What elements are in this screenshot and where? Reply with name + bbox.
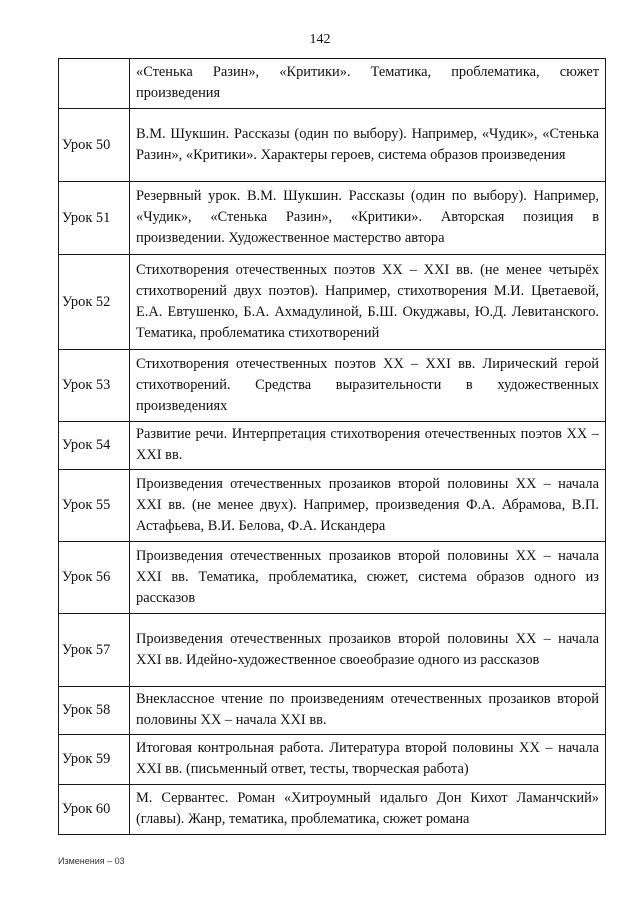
lesson-number: Урок 50 xyxy=(59,109,130,182)
table-row xyxy=(59,422,606,470)
table-row xyxy=(59,687,606,735)
lesson-number: Урок 58 xyxy=(59,687,130,735)
lesson-description: Итоговая контрольная работа. Литература второй половины XX – начала XXI вв. (письменный ответ, тесты, творческая работа) xyxy=(130,735,606,785)
table-row xyxy=(59,59,606,109)
lesson-description: Стихотворения отечественных поэтов XX – XXI вв. Лирический герой стихотворений. Средства выразительности в художественных произведениях xyxy=(130,350,606,422)
lesson-description: Произведения отечественных прозаиков второй половины XX – начала XXI вв. Тематика, проблематика, сюжет, система образов одного из рассказов xyxy=(130,542,606,614)
lesson-description: В.М. Шукшин. Рассказы (один по выбору). Например, «Чудик», «Стенька Разин», «Критики». Характеры героев, система образов произведения xyxy=(130,109,606,182)
table-row xyxy=(59,182,606,255)
lesson-description: Произведения отечественных прозаиков второй половины XX – начала XXI вв. Идейно-художественное своеобразие одного из рассказов xyxy=(130,614,606,687)
lesson-description: «Стенька Разин», «Критики». Тематика, проблематика, сюжет произведения xyxy=(130,59,606,109)
lesson-description: Внеклассное чтение по произведениям отечественных прозаиков второй половины XX – начала XXI вв. xyxy=(130,687,606,735)
lesson-description: Развитие речи. Интерпретация стихотворения отечественных поэтов XX – XXI вв. xyxy=(130,422,606,470)
lesson-description: Произведения отечественных прозаиков второй половины XX – начала XXI вв. (не менее двух). Например, произведения Ф.А. Абрамова, В.П. Астафьева, В.И. Белова, Ф.А. Искандера xyxy=(130,470,606,542)
table-row xyxy=(59,350,606,422)
lesson-description: Резервный урок. В.М. Шукшин. Рассказы (один по выбору). Например, «Чудик», «Стенька Разин», «Критики». Авторская позиция в произведении. Художественное мастерство автора xyxy=(130,182,606,255)
table-row xyxy=(59,735,606,785)
page-number: 142 xyxy=(309,32,331,47)
lesson-number: Урок 59 xyxy=(59,735,130,785)
lesson-number: Урок 53 xyxy=(59,350,130,422)
lesson-number: Урок 55 xyxy=(59,470,130,542)
lesson-number: Урок 60 xyxy=(59,785,130,835)
lesson-number: Урок 56 xyxy=(59,542,130,614)
table-row xyxy=(59,255,606,350)
lesson-description: Стихотворения отечественных поэтов XX – XXI вв. (не менее четырёх стихотворений двух поэтов). Например, стихотворения М.И. Цветаевой, Е.А. Евтушенко, Б.А. Ахмадулиной, Б.Ш. Окуджавы, Ю.Д. Левитанского. Тематика, проблематика стихотворений xyxy=(130,255,606,350)
lesson-description: М. Сервантес. Роман «Хитроумный идальго Дон Кихот Ламанчский» (главы). Жанр, тематика, проблематика, сюжет романа xyxy=(130,785,606,835)
table-row xyxy=(59,542,606,614)
table-row xyxy=(59,470,606,542)
table-row xyxy=(59,109,606,182)
lesson-number: Урок 54 xyxy=(59,422,130,470)
lesson-number xyxy=(59,59,130,109)
lesson-table xyxy=(58,58,606,835)
table-row xyxy=(59,614,606,687)
revision-footer: Изменения – 03 xyxy=(58,856,125,866)
lesson-number: Урок 52 xyxy=(59,255,130,350)
lesson-number: Урок 51 xyxy=(59,182,130,255)
table-row xyxy=(59,785,606,835)
lesson-number: Урок 57 xyxy=(59,614,130,687)
